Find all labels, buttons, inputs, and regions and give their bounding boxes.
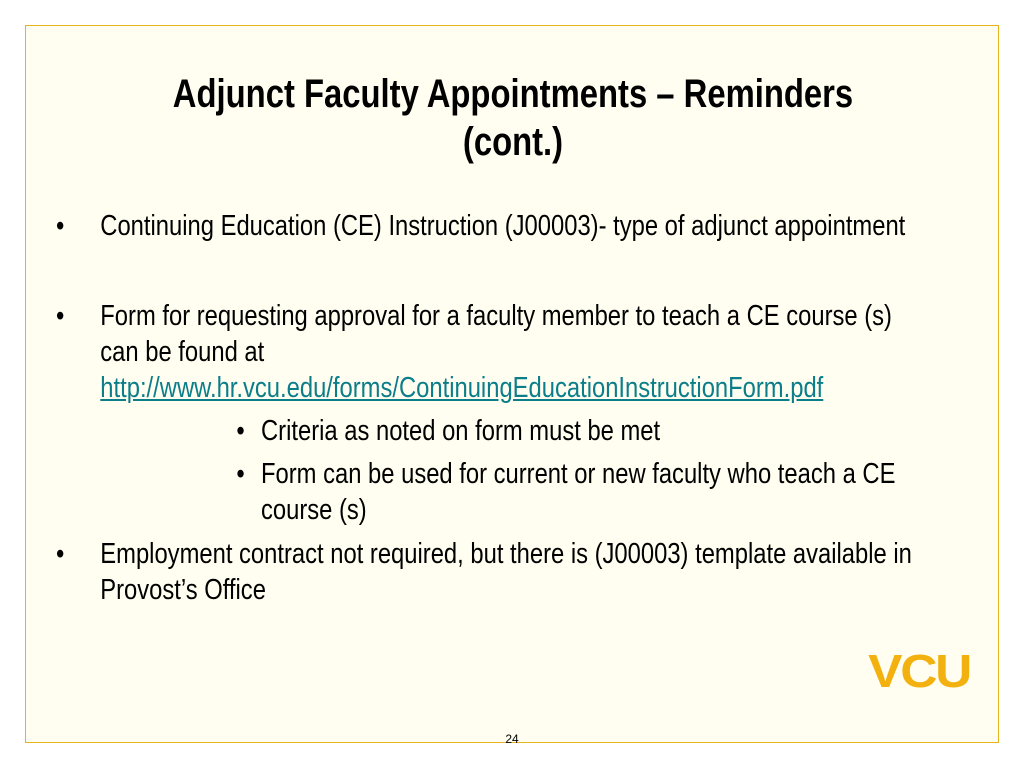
bullet-marker: • bbox=[56, 210, 65, 242]
sub-bullet-item bbox=[56, 413, 936, 449]
vcu-logo: VCU bbox=[867, 645, 970, 697]
bullet-marker: • bbox=[56, 300, 65, 332]
sub-bullet-item bbox=[56, 456, 936, 528]
slide bbox=[25, 25, 999, 746]
bullet-item bbox=[56, 536, 936, 608]
bullet-text: Form for requesting approval for a faculty member to teach a CE course (s) can be found at bbox=[100, 300, 892, 368]
form-link[interactable]: http://www.hr.vcu.edu/forms/ContinuingEducationInstructionForm.pdf bbox=[100, 372, 824, 404]
bullet-text: Continuing Education (CE) Instruction (J00003)- type of adjunct appointment bbox=[100, 210, 906, 242]
bullet-marker: • bbox=[236, 458, 245, 490]
bullet-text: Employment contract not required, but there is (J00003) template available in Provost’s Office bbox=[100, 538, 912, 606]
bullet-item bbox=[56, 298, 936, 406]
bullet-marker: • bbox=[236, 415, 245, 447]
bullet-item bbox=[56, 208, 936, 244]
bullet-marker: • bbox=[56, 538, 65, 570]
page-number: 24 bbox=[505, 732, 519, 746]
slide-title: Adjunct Faculty Appointments – Reminders (cont.) bbox=[172, 72, 854, 164]
slide-body bbox=[56, 208, 936, 608]
sub-bullet-text: Criteria as noted on form must be met bbox=[261, 415, 661, 447]
sub-bullet-text: Form can be used for current or new faculty who teach a CE course (s) bbox=[261, 458, 896, 526]
